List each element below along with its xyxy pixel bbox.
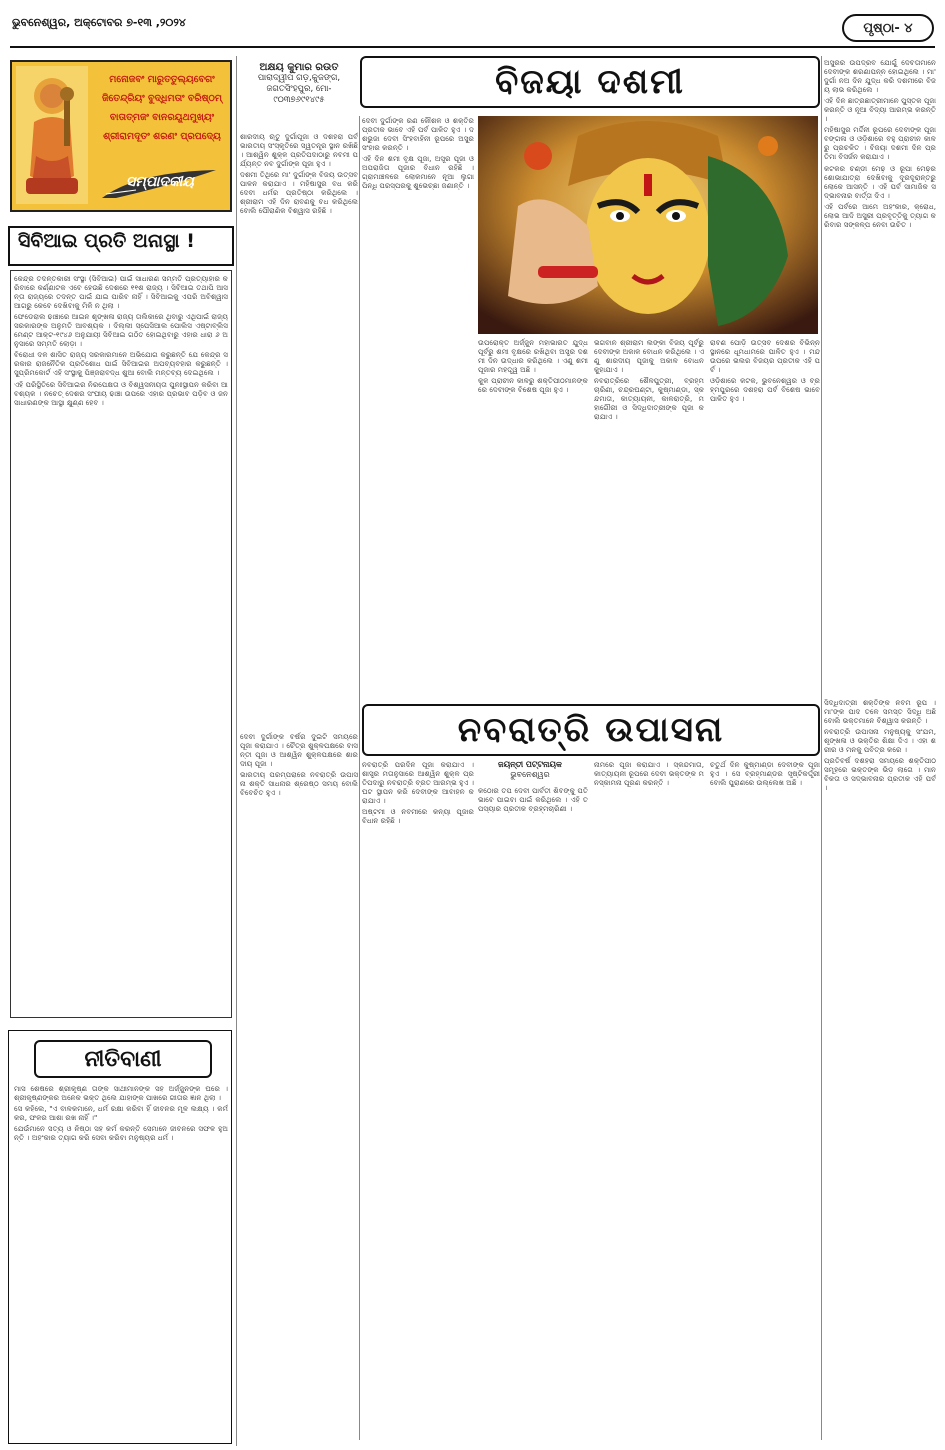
page-number-badge: ପୃଷ୍ଠା- ୪ [842,14,934,42]
paragraph: କଠୋର ତପ ଦେବୀ ପାର୍ବତୀ ଶିବଙ୍କୁ ପତି ଭାବେ ପାଇବା ପାଇଁ କରିଥିଲେ । ଏହି ତପସ୍ୟାର ପ୍ରତୀକ ବ୍ରହ୍ମଚାରିଣୀ । [478,786,588,814]
paragraph: ରାବଣ ପୋଡ଼ି ଉତ୍ସବ ଦେଶର ବିଭିନ୍ନ ସ୍ଥାନରେ ଧୂମଧାମରେ ପାଳିତ ହୁଏ । ମନ୍ଦ ଉପରେ ଭଲର ବିଜୟର ପ୍ରତୀକ ଏହି ପର୍ବ । [710,338,820,375]
navaratri-column [240,732,358,1440]
header-divider [10,46,935,48]
paragraph: ଫେଡେରାଲ ଢାଞ୍ଚାରେ ଆଇନ ଶୃଙ୍ଖଳା ରାଜ୍ୟ ତାଲିକାରେ ଥିବାରୁ ଏଥିପାଇଁ ରାଜ୍ୟ ସରକାରଙ୍କ ଅନୁମତି ଆବଶ୍ୟକ । ଦିଲ୍ଲୀ ସ୍ପେସିଆଲ ପୋଲିସ ଏଷ୍ଟାବ୍ଲିସମେଣ୍ଟ ଆକ୍ଟ-୧୯୪୬ ଅନୁଯାୟୀ ସିବିଆଇ ଗଠିତ ହୋଇଥିବାରୁ ଏହାର ଧାରା ୬ ଅନୁସାରେ ସମ୍ମତି ଲୋଡ଼ା । [14,312,228,349]
header-date: ଭୁବନେଶ୍ୱର, ଅକ୍ଟୋବର ୭-୧୩ ,୨୦୨୪ [12,16,186,29]
bijaya-column [710,338,820,698]
bijaya-column [824,58,936,688]
nitibani-body [14,1084,228,1438]
paragraph: ସିଦ୍ଧିଦାତ୍ରୀ ଶକ୍ତିଙ୍କ ନବମ ରୂପ । ମା'ଙ୍କ ପାଦ ତଳେ ସମସ୍ତ ସିଦ୍ଧି ଅଛି ବୋଲି ଭକ୍ତମାନେ ବିଶ୍ୱାସ କରନ୍ତି । [824,698,936,726]
durga-idol-photo [478,116,818,334]
paragraph: ଏହି ପର୍ବରେ ଆମେ ଅହଂକାର, କ୍ରୋଧ, ଲୋଭ ଆଦି ଅସୁରୀ ପ୍ରବୃତ୍ତିକୁ ତ୍ୟାଗ କରିବାର ସଙ୍କଳ୍ପ ନେବା ଉଚିତ । [824,201,936,229]
paragraph: ଓଡ଼ିଶାରେ କଟକ, ଭୁବନେଶ୍ୱର ଓ ବ୍ରହ୍ମପୁରରେ ଦଶହରା ପର୍ବ ବିଶେଷ ଭାବେ ପାଳିତ ହୁଏ । [710,376,820,404]
nitibani-heading: ନୀତିବାଣୀ [34,1040,212,1078]
paragraph: କଟକର ଚଣ୍ଡୀ ମେଢ଼ ଓ ରୂପା ମେଢ଼ର ଶୋଭାଯାତ୍ରା ଦେଖିବାକୁ ଦୂରଦୂରାନ୍ତରୁ ଲୋକେ ଆସନ୍ତି । ଏହି ପର୍ବ ସାମାଜିକ ସଦ୍ଭାବନାର ବାର୍ତ୍ତା ଦିଏ । [824,163,936,200]
paragraph: ଯେଉଁମାନେ ସତ୍ୟ ଓ ନିଷ୍ଠା ସହ କର୍ମ କରନ୍ତି ସେମାନେ ଜୀବନରେ ସଫଳ ହୁଅନ୍ତି । ଅହଂକାର ତ୍ୟାଗ କରି ସେବା କରିବା ମନୁଷ୍ୟର ଧର୍ମ । [14,1124,228,1143]
paragraph: ଦେବୀ ଦୁର୍ଗାଙ୍କ ବର୍ଷର ଦୁଇଟି ସମୟରେ ପୂଜା କରାଯାଏ । ଚୈତ୍ର ଶୁକ୍ଳପକ୍ଷରେ ବାସନ୍ତୀ ପୂଜା ଓ ଆଶ୍ୱିନ ଶୁକ୍ଳପକ୍ଷରେ ଶାରଦୀୟ ପୂଜା । [240,732,358,769]
paragraph: ସେ କହିଲେ, "ଏ ବାଳକମାନେ, ଧର୍ମ ରକ୍ଷା କରିବା ହିଁ ଜୀବନର ମୂଳ ଲକ୍ଷ୍ୟ । କର୍ମ କର, ଫଳର ଆଶା ରଖ ନାହିଁ ।" [14,1104,228,1123]
paragraph: ଅସୁରର ଉପଦ୍ରବ ଯୋଗୁଁ ଦେବତାମାନେ ଦେବୀଙ୍କ ଶରଣାପନ୍ନ ହୋଇଥିଲେ । ମା' ଦୁର୍ଗା ନଅ ଦିନ ଯୁଦ୍ଧ କରି ଦଶମୀରେ ବିଜୟ ଲାଭ କରିଥିଲେ । [824,58,936,95]
cbi-headline: ସିବିଆଇ ପ୍ରତି ଅନାସ୍ଥା ! [18,230,195,252]
bijaya-column [478,338,588,698]
paragraph: ଏହି ପରିସ୍ଥିତିରେ ସିବିଆଇର ନିରପେକ୍ଷତା ଓ ବିଶ୍ୱସନୀୟତା ପୁନଃସ୍ଥାପନ କରିବା ଆବଶ୍ୟକ । ନଚେତ୍ ଦେଶର ସଂଘୀୟ ଢାଞ୍ଚା ଉପରେ ଏହାର ପ୍ରଭାବ ପଡ଼ିବ ଓ ଜନସାଧାରଣଙ୍କ ଆସ୍ଥା କ୍ଷୁଣ୍ଣ ହେବ । [14,379,228,407]
paragraph: ଭଗବାନ ଶ୍ରୀରାମ ଲଙ୍କା ବିଜୟ ପୂର୍ବରୁ ଦେବୀଙ୍କ ଅକାଳ ବୋଧନ କରିଥିଲେ । ଏଣୁ ଶାରଦୀୟ ପୂଜାକୁ ଅକାଳ ବୋଧନ କୁହାଯାଏ । [594,338,704,375]
paragraph: ନବରାତ୍ରି ଉପାସନା ମନୁଷ୍ୟକୁ ସଂଯମ, ଶୃଙ୍ଖଳା ଓ ଭକ୍ତିର ଶିକ୍ଷା ଦିଏ । ଏହା ଶରୀର ଓ ମନକୁ ପବିତ୍ର କରେ । [824,727,936,755]
column-rule [236,56,237,1446]
navaratri-column [362,760,474,1440]
navaratri-column [478,786,588,1440]
paragraph: ଏହି ଦିନ ଶମୀ ବୃକ୍ଷ ପୂଜା, ଅସ୍ତ୍ର ପୂଜା ଓ ଅପରାଜିତା ପୂଜାର ବିଧାନ ରହିଛି । ଗ୍ରାମାଞ୍ଚଳରେ ଲୋକମାନେ ନୂଆ ଲୁଗା ପିନ୍ଧି ପରସ୍ପରକୁ ଶୁଭେଚ୍ଛା ଜଣାନ୍ତି । [362,154,474,191]
navaratri-byline: ଜୟନ୍ତୀ ପଟ୍ଟନାୟକ ଭୁବନେଶ୍ୱର [498,760,562,779]
column-rule [821,56,822,1440]
paragraph: ନାମରେ ପୂଜା କରାଯାଏ । ସ୍କନ୍ଦମାତା, କାତ୍ୟାୟନୀ ରୂପରେ ଦେବୀ ଭକ୍ତଙ୍କ ମନସ୍କାମନା ପୂରଣ କରନ୍ତି । [594,760,704,788]
paragraph: ନବରାତ୍ରି ପରଦିନ ପୂଜା କରାଯାଏ । ଶାସ୍ତ୍ର ମତାନୁସାରେ ଆଶ୍ୱିନ ଶୁକ୍ଳ ପ୍ରତିପଦାରୁ ନବରାତ୍ରି ବ୍ରତ ଆରମ୍ଭ ହୁଏ । ଘଟ ସ୍ଥାପନ କରି ଦେବୀଙ୍କ ଆବାହନ କରାଯାଏ । [362,760,474,806]
column-rule [359,116,360,1440]
paragraph: ଦେବୀ ଦୁର୍ଗାଙ୍କ ରଣ କୌଶଳ ଓ ଶକ୍ତିର ପ୍ରତୀକ ଭାବେ ଏହି ପର୍ବ ପାଳିତ ହୁଏ । ଦଶଭୁଜା ଦେବୀ ସିଂହବାହିନୀ ରୂପରେ ଅସୁର ସଂହାର କରନ୍ତି । [362,116,474,153]
bijaya-headline: ବିଜୟା ଦଶମୀ [495,62,685,102]
sanskrit-verse: ମନୋଜବଂ ମାରୁତତୁଲ୍ୟବେଗଂ ଜିତେନ୍ଦ୍ରିୟଂ ବୁଦ୍ଧିମତାଂ ବରିଷ୍ଠମ୍ ବାତାତ୍ମଜଂ ବାନରୟୂଥମୁଖ୍ୟଂ ଶ୍ରୀରାମଦୂତଂ ଶରଣଂ ପ୍ରପଦ୍ୟେ [101,74,223,142]
paragraph: ଚତୁର୍ଥ ଦିନ କୁଷ୍ମାଣ୍ଡା ଦେବୀଙ୍କ ପୂଜା ହୁଏ । ସେ ବ୍ରହ୍ମାଣ୍ଡର ସୃଷ୍ଟିକର୍ତ୍ତ୍ରୀ ବୋଲି ପୁରାଣରେ ଉଲ୍ଲେଖ ଅଛି । [710,760,820,788]
bijaya-byline: ଅକ୍ଷୟ କୁମାର ରଉତ ପାରାଦ୍ୱୀପ ଗଡ଼,କୁଜଙ୍ଗ, ଜଗତସିଂହପୁର, ମୋ- ୯୦୩୭୬୯୧୪୯୫ [257,62,341,105]
paragraph: ନବରାତ୍ରିରେ ଶୈଳପୁତ୍ରୀ, ବ୍ରହ୍ମଚାରିଣୀ, ଚନ୍ଦ୍ରଘଣ୍ଟା, କୁଷ୍ମାଣ୍ଡା, ସ୍କନ୍ଦମାତା, କାତ୍ୟାୟନୀ, କାଳରାତ୍ରି, ମହାଗୌରୀ ଓ ସିଦ୍ଧିଦାତ୍ରୀଙ୍କ ପୂଜା କରାଯାଏ । [594,376,704,422]
navaratri-headline: ନବରାତ୍ରି ଉପାସନା [457,710,725,750]
bijaya-column [362,116,474,696]
editorial-label: ସମ୍ପାଦକୀୟ [96,168,226,202]
paragraph: କୁଳ ପ୍ରାଚୀନ କାଳରୁ ଶକ୍ତିପୀଠମାନଙ୍କରେ ଦେବୀଙ୍କ ବିଶେଷ ପୂଜା ହୁଏ । [478,376,588,395]
paragraph: ଭାରତୀୟ ପରମ୍ପରାରେ ନବରାତ୍ରି ଉପାସନା ଶକ୍ତି ସାଧନାର ଶ୍ରେଷ୍ଠ ସମୟ ବୋଲି ବିବେଚିତ ହୁଏ । [240,770,358,798]
paragraph: ଅଷ୍ଟମୀ ଓ ନବମୀରେ କନ୍ୟା ପୂଜାର ବିଧାନ ରହିଛି । [362,807,474,826]
bijaya-column [594,338,704,698]
cbi-article-body [10,270,232,1018]
paragraph: ମାସ ଶେଷରେ ଶ୍ରୀକୃଷ୍ଣ ତାଙ୍କ ସାଥୀମାନଙ୍କ ସହ ଅର୍ଜ୍ଜୁନଙ୍କ ଘରେ । ଶ୍ରୀକୃଷ୍ଣଙ୍କର ଅନେକ ଭକ୍ତ ଥିଲେ ଯାହାଙ୍କ ପାଖରେ ଗୀତାର ଜ୍ଞାନ ଥିଲା । [14,1084,228,1103]
paragraph: ଦଶମୀ ତିଥିରେ ମା' ଦୁର୍ଗାଙ୍କ ବିଜୟ ଉତ୍ସବ ପାଳନ କରାଯାଏ । ମହିଷାସୁର ବଧ କରି ଦେବୀ ଧର୍ମର ପ୍ରତିଷ୍ଠା କରିଥିଲେ । ଶ୍ରୀରାମ ଏହି ଦିନ ରାବଣକୁ ବଧ କରିଥିଲେ ବୋଲି ପୌରାଣିକ ବିଶ୍ୱାସ ରହିଛି । [240,170,358,216]
paragraph: ଏହି ଦିନ ଛାତ୍ରଛାତ୍ରୀମାନେ ପୁସ୍ତକ ପୂଜା କରନ୍ତି ଓ ନୂଆ ବିଦ୍ୟା ଆରମ୍ଭ କରନ୍ତି । [824,96,936,124]
paragraph: କେନ୍ଦ୍ର ତଦନ୍ତକାରୀ ସଂସ୍ଥା (ସିବିଆଇ) ପାଇଁ ସାଧାରଣ ସମ୍ମତି ପ୍ରତ୍ୟାହାର କରିବାରେ କର୍ଣ୍ଣାଟକ ଏବେ ହେଉଛି ଦେଶରେ ୧୧ଶ ରାଜ୍ୟ । ସିବିଆଇ ତଥାପି ଆସନ୍ତା ରାଜ୍ୟରେ ତଦନ୍ତ ପାଇଁ ଯାଇ ପାରିବ ନାହିଁ । ସିବିଆଇକୁ ଏପରି ଅବିଶ୍ୱାସ ଆଗରୁ କେବେ ଦେଖିବାକୁ ମିଳି ନ ଥିଲା । [14,274,228,311]
navaratri-column [594,760,704,1440]
paragraph: ବିରୋଧୀ ଦଳ ଶାସିତ ରାଜ୍ୟ ସରକାରମାନେ ଅଭିଯୋଗ କରୁଛନ୍ତି ଯେ କେନ୍ଦ୍ର ସରକାର ରାଜନୈତିକ ପ୍ରତିଶୋଧ ପାଇଁ ସିବିଆଇର ଅପବ୍ୟବହାର କରୁଛନ୍ତି । ସୁପ୍ରିମକୋର୍ଟ ଏହି ସଂସ୍ଥାକୁ ପିଞ୍ଜରାବଦ୍ଧ ଶୁଆ ବୋଲି ମନ୍ତବ୍ୟ ଦେଇଥିଲେ । [14,350,228,378]
navaratri-column [710,760,820,1440]
paragraph: ପ୍ରତିବର୍ଷ ଦଶହରା ସମୟରେ ଶକ୍ତିପୀଠ ସମୂହରେ ଭକ୍ତଙ୍କ ଭିଡ଼ ଲାଗେ । ମାନବିକତା ଓ ସଦ୍ଭାବନାର ପ୍ରତୀକ ଏହି ପର୍ବ । [824,756,936,793]
paragraph: ମହିଷାସୁର ମର୍ଦ୍ଦିନୀ ରୂପରେ ଦେବୀଙ୍କ ପୂଜା ବଙ୍ଗଳା ଓ ଓଡ଼ିଶାରେ ବହୁ ପ୍ରାଚୀନ କାଳରୁ ପ୍ରଚଳିତ । ବିଜୟା ଦଶମୀ ଦିନ ପ୍ରତିମା ବିସର୍ଜନ କରାଯାଏ । [824,125,936,162]
bijaya-column [240,132,358,732]
navaratri-column [824,698,936,1440]
paragraph: ଉପରୋକ୍ତ ଅର୍ଜ୍ଜୁନ ମହାଭାରତ ଯୁଦ୍ଧ ପୂର୍ବରୁ ଶମୀ ବୃକ୍ଷରେ ରଖିଥିବା ଅସ୍ତ୍ର ଦଶମୀ ଦିନ ଉଦ୍ଧାର କରିଥିଲେ । ଏଣୁ ଶମୀ ପୂଜାର ମହତ୍ତ୍ୱ ଅଛି । [478,338,588,375]
hanuman-illustration [16,66,88,204]
paragraph: ଶାରଦୀୟ ଋତୁ ଦୁର୍ଗାପୂଜା ଓ ଦଶହରା ପର୍ବ ଭାରତୀୟ ସଂସ୍କୃତିରେ ସ୍ୱତନ୍ତ୍ର ସ୍ଥାନ ରଖିଛି । ଆଶ୍ୱିନ ଶୁକ୍ଳ ପ୍ରତିପଦାଠାରୁ ନବମୀ ପର୍ଯ୍ୟନ୍ତ ନବ ଦୁର୍ଗାଙ୍କ ପୂଜା ହୁଏ । [240,132,358,169]
